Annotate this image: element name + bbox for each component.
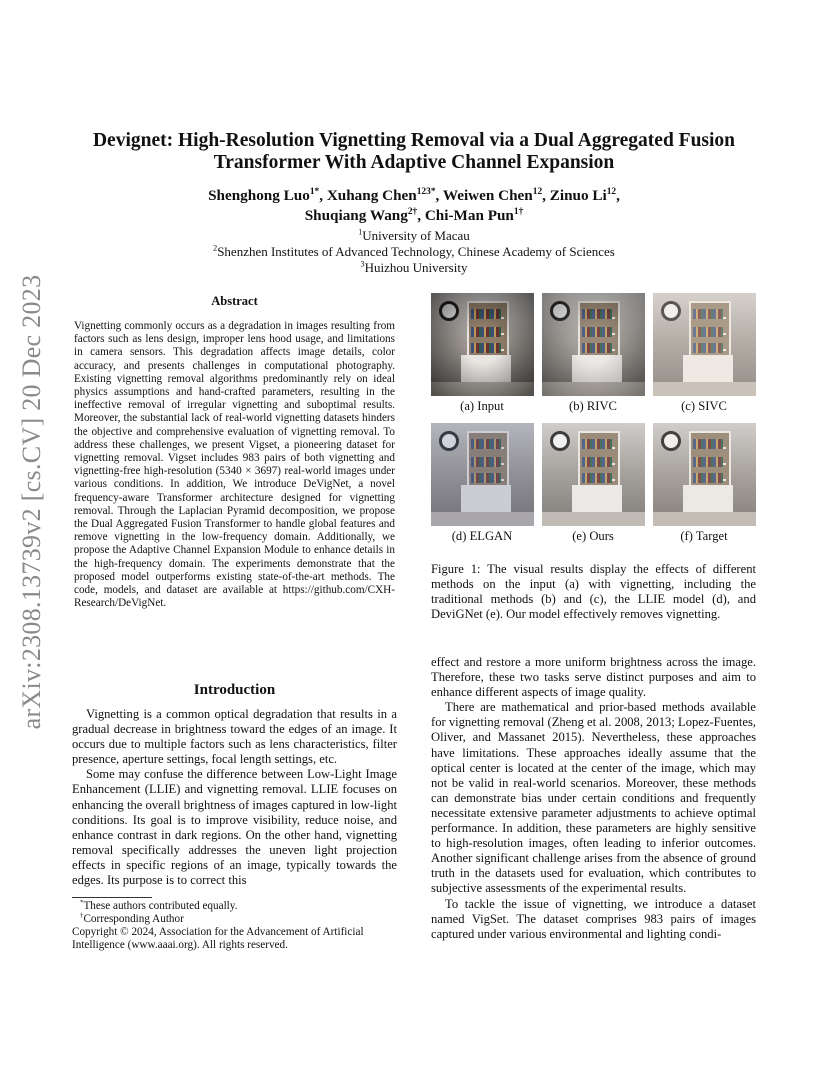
author: Weiwen Chen bbox=[442, 187, 533, 204]
introduction-heading: Introduction bbox=[193, 682, 276, 698]
footnotes: *These authors contributed equally. †Corresponding Author Copyright © 2024, Association for the Advancement of Artificial Intelligence (www.aaai.org). All rights reserved. bbox=[72, 898, 364, 951]
author-list: Shenghong Luo$^{1*}$, Xuhang Chen$^{123*}$, Weiwen Chen$^{12}$, Zinuo Li$^{12}$, Shuqiang Wang$^{2\dagger}$, Chi-Man Pun$^{1\dagger}$ bbox=[208, 186, 620, 224]
author: Chi-Man Pun bbox=[424, 207, 514, 224]
abstract-text: Vignetting commonly occurs as a degradation in images resulting from factors such as lens design, improper lens hood usage, and limitations in camera sensors. This degradation affects image details, color accuracy, and presents challenges in computational photography. Existing vignetting removal algorithms predominantly rely on ideal physics assumptions and hand-crafted parameters, resulting in the ineffective removal of irregular vignetting and suboptimal results. Moreover, the substantial lack of real-world vignetting datasets hinders the objective and comprehensive evaluation of vignetting removal. To address these challenges, we present Vigset, a pioneering dataset for vignetting removal. Vigset includes 983 pairs of both vignetting and vignetting-free high-resolution (5340 × 3697) real-world images under various conditions. In addition, We introduce DeVigNet, a novel frequency-aware Transformer architecture designed for vignetting removal. Through the Laplacian Pyramid decomposition, we propose the Dual Aggregated Fusion Transformer to handle global features and remove vignetting in the low-frequency domain. Additionally, we propose the Adaptive Channel Expansion Module to enhance details in the high-frequency domain. The experiments demonstrate that the proposed model outperforms existing state-of-the-art methods. The code, models, and dataset are available at https://github.com/CXH-Research/DeVigNet. bbox=[74, 320, 395, 610]
figure-image-input bbox=[431, 293, 534, 396]
caption-input: (a) Input bbox=[460, 399, 504, 413]
figure-image-sivc bbox=[653, 293, 756, 396]
author: Zinuo Li bbox=[549, 187, 607, 204]
paper-title: Devignet: High-Resolution Vignetting Removal via a Dual Aggregated Fusion Transformer With Adaptive Channel Expansion bbox=[92, 130, 736, 173]
paragraph: Some may confuse the difference between Low-Light Image Enhancement (LLIE) and vignetting removal. LLIE focuses on enhancing the overall brightness of images captured in low-light conditions. Its goal is to improve visibility, reduce noise, and enhance contrast in dark regions. On the other hand, vignetting removal specifically addresses the uneven light projection effects in specific regions of an image, typically towards the edges. Its purpose is to correct this bbox=[72, 767, 397, 888]
affiliations: $^1$University of Macau $^2$Shenzhen Institutes of Advanced Technology, Chinese Academy of Sciences $^3$Huizhou University bbox=[213, 227, 615, 275]
right-column-body bbox=[431, 655, 756, 942]
footnote-rule bbox=[72, 897, 152, 898]
figure-image-elgan bbox=[431, 423, 534, 526]
caption-ours: (e) Ours bbox=[572, 529, 614, 543]
paragraph: effect and restore a more uniform brightness across the image. Therefore, these two tasks serve distinct purposes and aim to enhance different aspects of image quality. bbox=[431, 655, 756, 700]
caption-elgan: (d) ELGAN bbox=[451, 529, 513, 543]
arxiv-side-label: arXiv:2308.13739v2 [cs.CV] 20 Dec 2023 bbox=[17, 274, 46, 730]
paragraph: To tackle the issue of vignetting, we introduce a dataset named VigSet. The dataset comprises 983 pairs of images captured under various environmental and lighting condi- bbox=[431, 896, 756, 941]
figure-image-rivc bbox=[542, 293, 645, 396]
introduction-body bbox=[72, 707, 397, 888]
author: Shenghong Luo bbox=[208, 187, 310, 204]
figure-image-target bbox=[653, 423, 756, 526]
abstract-heading: Abstract bbox=[211, 294, 258, 308]
caption-sivc: (c) SIVC bbox=[681, 399, 727, 413]
paragraph: There are mathematical and prior-based methods available for vignetting removal (Zheng et al. 2008, 2013; Lopez-Fuentes, Oliver, and Massanet 2015). Nevertheless, these approaches have limitations. These approaches ideally assume that the optical center is located at the center of the image, which may not be valid in real-world scenarios. Moreover, these methods can demonstrate bias under certain conditions and frequently necessitate extensive parameter adjustments to achieve optimal performance. In addition, these parameters are highly sensitive to high-resolution images, often leading to inferior outcomes. Another significant challenge arises from the absence of ground truth in the datasets used for evaluation, which contributes to subjective assessments of the experimental results. bbox=[431, 700, 756, 896]
caption-target: (f) Target bbox=[680, 529, 728, 543]
author: Shuqiang Wang bbox=[304, 207, 408, 224]
figure-1-caption: Figure 1: The visual results display the effects of different methods on the input (a) with vignetting, including the traditional methods (b) and (c), the LLIE model (d), and DeviGNet (e). Our model effectively removes vignetting. bbox=[431, 562, 756, 622]
author: Xuhang Chen bbox=[326, 187, 417, 204]
figure-image-ours bbox=[542, 423, 645, 526]
paragraph: Vignetting is a common optical degradation that results in a gradual decrease in brightness toward the edges of an image. It occurs due to multiple factors such as lens characteristics, filter presence, aperture settings, focal length settings, etc. bbox=[72, 707, 397, 767]
figure-1 bbox=[431, 293, 756, 543]
caption-rivc: (b) RIVC bbox=[569, 399, 617, 413]
